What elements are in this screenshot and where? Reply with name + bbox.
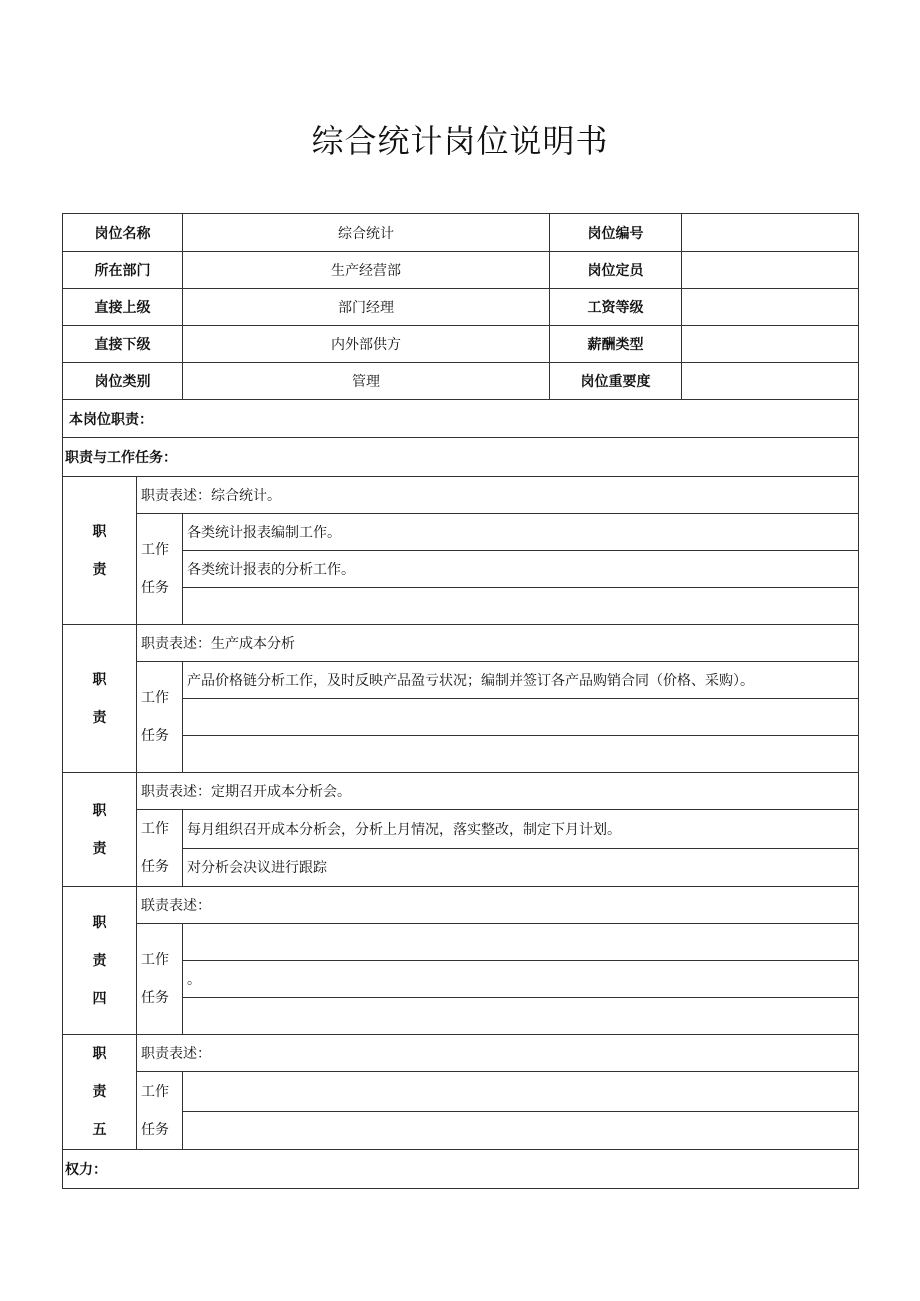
label-position-code: 岗位编号 bbox=[550, 214, 682, 252]
info-row-name bbox=[63, 214, 859, 252]
power-label: 权力： bbox=[63, 1150, 859, 1189]
label-salary-grade: 工资等级 bbox=[550, 289, 682, 326]
post-duty-label: 本岗位职责： bbox=[63, 400, 859, 438]
duty-4-desc-row bbox=[63, 887, 859, 924]
page-title: 综合统计岗位说明书 bbox=[311, 122, 609, 160]
duty-3-task-1[interactable]: 每月组织召开成本分析会，分析上月情况，落实整改，制定下月计划。 bbox=[183, 810, 859, 849]
label-pay-type: 薪酬类型 bbox=[550, 326, 682, 363]
duty-1-task-3[interactable] bbox=[183, 588, 859, 625]
job-description-table bbox=[62, 213, 859, 1189]
duty-5-desc-row bbox=[63, 1035, 859, 1072]
duty-2-task-3[interactable] bbox=[183, 736, 859, 773]
duty-2-desc-row bbox=[63, 625, 859, 662]
label-direct-subordinate: 直接下级 bbox=[63, 326, 183, 363]
duty-4-task-2[interactable]: 。 bbox=[183, 961, 859, 998]
duty-3-work-label: 工作 任务 bbox=[137, 810, 183, 887]
value-direct-subordinate[interactable]: 内外部供方 bbox=[183, 326, 550, 363]
duty-4-task-1[interactable] bbox=[183, 924, 859, 961]
duty-3-head: 职 责 bbox=[63, 773, 137, 887]
duty-1-desc-row bbox=[63, 477, 859, 514]
label-headcount: 岗位定员 bbox=[550, 252, 682, 289]
duty-5-head: 职 责 五 bbox=[63, 1035, 137, 1150]
duty-4-head: 职 责 四 bbox=[63, 887, 137, 1035]
value-direct-superior[interactable]: 部门经理 bbox=[183, 289, 550, 326]
duty-2-work-label: 工作 任务 bbox=[137, 662, 183, 773]
label-department: 所在部门 bbox=[63, 252, 183, 289]
duty-2-head: 职 责 bbox=[63, 625, 137, 773]
value-pay-type[interactable] bbox=[682, 326, 859, 363]
info-row-superior bbox=[63, 289, 859, 326]
duty-4-task-3[interactable] bbox=[183, 998, 859, 1035]
duty-3-description[interactable]: 职责表述：定期召开成本分析会。 bbox=[137, 773, 859, 810]
duty-1-task-2[interactable]: 各类统计报表的分析工作。 bbox=[183, 551, 859, 588]
label-position-category: 岗位类别 bbox=[63, 363, 183, 400]
duty-1-description[interactable]: 职责表述：综合统计。 bbox=[137, 477, 859, 514]
duty-1-head: 职 责 bbox=[63, 477, 137, 625]
duty-2-description[interactable]: 职责表述：生产成本分析 bbox=[137, 625, 859, 662]
duty-3-desc-row bbox=[63, 773, 859, 810]
value-department[interactable]: 生产经营部 bbox=[183, 252, 550, 289]
info-row-category bbox=[63, 363, 859, 400]
duties-tasks-label: 职责与工作任务： bbox=[63, 438, 859, 477]
duty-1-task-1[interactable]: 各类统计报表编制工作。 bbox=[183, 514, 859, 551]
value-headcount[interactable] bbox=[682, 252, 859, 289]
duty-5-work-label: 工作 任务 bbox=[137, 1072, 183, 1150]
duty-4-work-label: 工作 任务 bbox=[137, 924, 183, 1035]
label-position-importance: 岗位重要度 bbox=[550, 363, 682, 400]
value-position-category[interactable]: 管理 bbox=[183, 363, 550, 400]
label-direct-superior: 直接上级 bbox=[63, 289, 183, 326]
duty-2-task-1[interactable]: 产品价格链分析工作，及时反映产品盈亏状况；编制并签订各产品购销合同（价格、采购）。 bbox=[183, 662, 859, 699]
value-position-name[interactable]: 综合统计 bbox=[183, 214, 550, 252]
info-row-dept bbox=[63, 252, 859, 289]
label-position-name: 岗位名称 bbox=[63, 214, 183, 252]
value-position-code[interactable] bbox=[682, 214, 859, 252]
duty-5-task-2[interactable] bbox=[183, 1111, 859, 1150]
duty-1-work-label: 工作 任务 bbox=[137, 514, 183, 625]
duty-5-task-1[interactable] bbox=[183, 1072, 859, 1112]
value-position-importance[interactable] bbox=[682, 363, 859, 400]
info-row-subordinate bbox=[63, 326, 859, 363]
duty-5-description[interactable]: 职责表述： bbox=[137, 1035, 859, 1072]
duty-2-task-2[interactable] bbox=[183, 699, 859, 736]
value-salary-grade[interactable] bbox=[682, 289, 859, 326]
duty-4-description[interactable]: 联责表述： bbox=[137, 887, 859, 924]
duty-3-task-2[interactable]: 对分析会决议进行跟踪 bbox=[183, 848, 859, 887]
